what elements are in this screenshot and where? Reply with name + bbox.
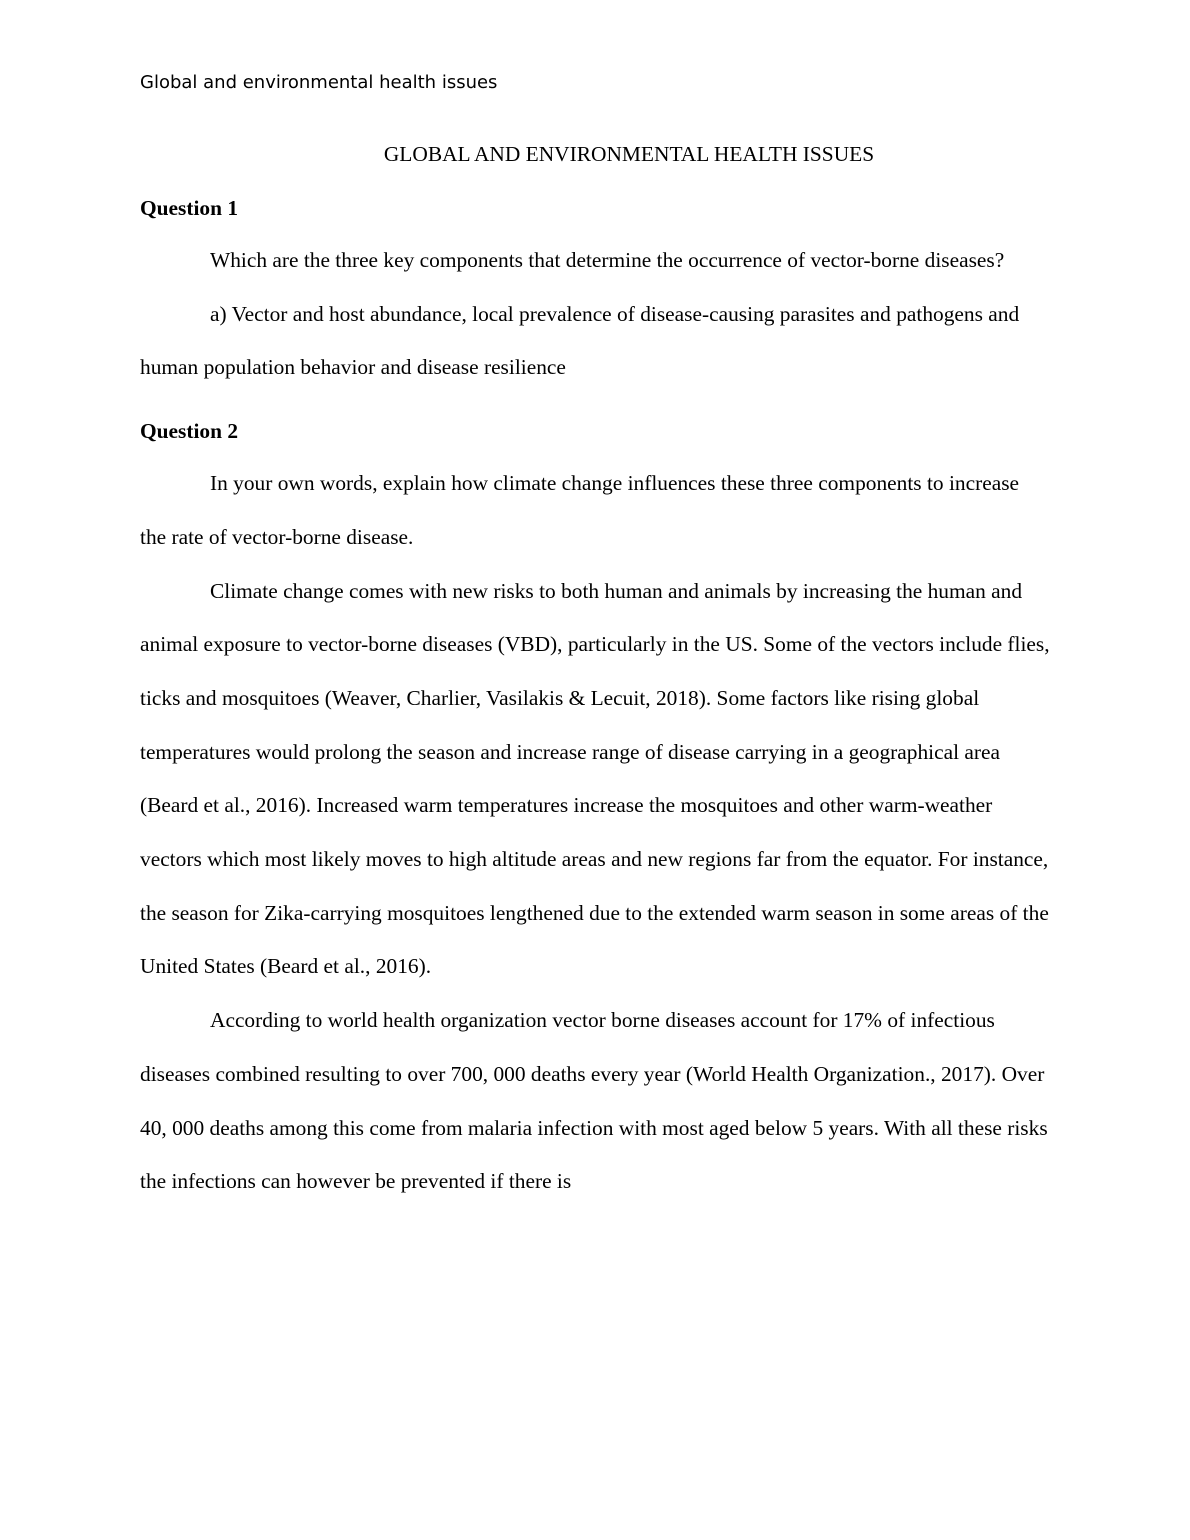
question-1-answer: a) Vector and host abundance, local prevalence of disease-causing parasites and pathogens and human population behavior and disease resilience: [140, 301, 1020, 380]
question-1-prompt: Which are the three key components that determine the occurrence of vector-borne diseases?: [210, 248, 1005, 272]
running-header: Global and environmental health issues: [140, 72, 498, 93]
question-2-heading: Question 2: [140, 419, 239, 444]
document-body: [140, 136, 1050, 1209]
question-2-prompt: In your own words, explain how climate change influences these three components to increase the rate of vector-borne disease.: [140, 471, 1020, 549]
question-2-answer-paragraph-2: According to world health organization vector borne diseases account for 17% of infectious diseases combined resulting to over 700, 000 deaths every year (World Health Organization., 2017). Over 40, 000 deaths among this come from malaria infection with most aged below 5 years. With all these risks the infections can however be prevented if there is: [140, 1008, 1048, 1194]
document-title: GLOBAL AND ENVIRONMENTAL HEALTH ISSUES: [383, 142, 875, 166]
question-2-answer-paragraph-1: Climate change comes with new risks to both human and animals by increasing the human and animal exposure to vector-borne diseases (VBD), particularly in the US. Some of the vectors include flies, ticks and mosquitoes (Weaver, Charlier, Vasilakis & Lecuit, 2018). Some factors like rising global temperatures would prolong the season and increase range of disease carrying in a geographical area (Beard et al., 2016). Increased warm temperatures increase the mosquitoes and other warm-weather vectors which most likely moves to high altitude areas and new regions far from the equator. For instance, the season for Zika-carrying mosquitoes lengthened due to the extended warm season in some areas of the United States (Beard et al., 2016).: [140, 578, 1050, 979]
question-1-heading: Question 1: [140, 196, 239, 220]
